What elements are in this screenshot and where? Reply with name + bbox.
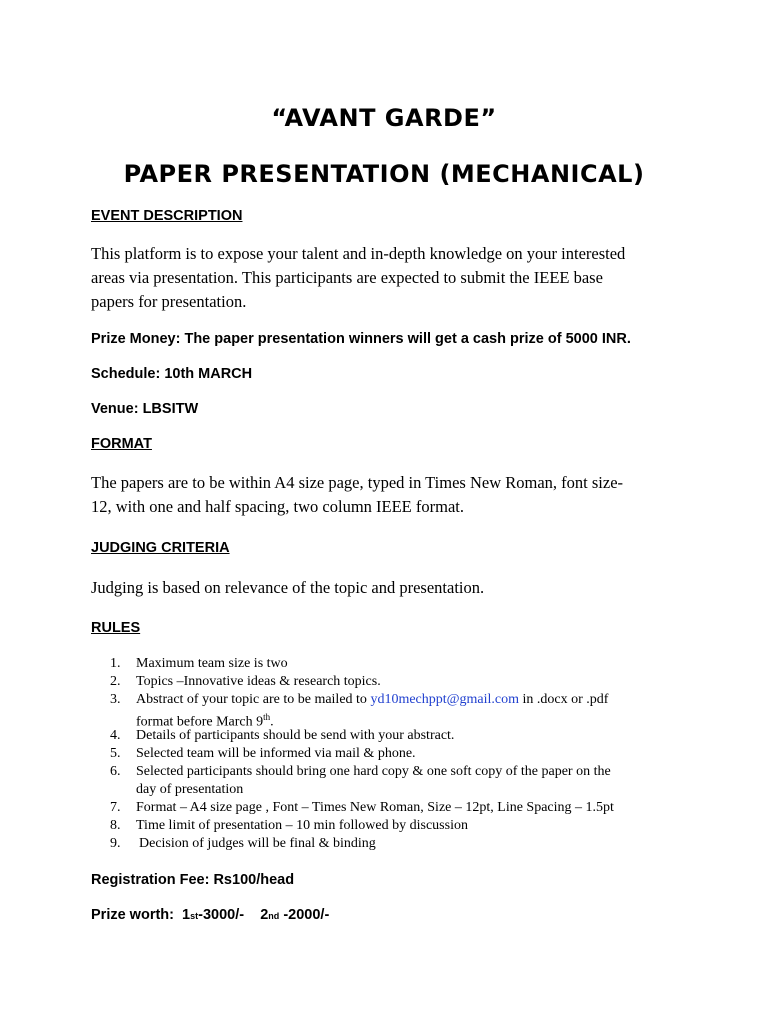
venue: Venue: LBSITW bbox=[91, 401, 199, 417]
second-prize-amount: -2000/- bbox=[283, 907, 330, 923]
rule-number: 1. bbox=[110, 656, 121, 671]
rule-text-part: Abstract of your topic are to be mailed to bbox=[136, 692, 371, 707]
rule-text-part: in .docx or .pdf bbox=[519, 692, 609, 707]
event-title: “AVANT GARDE” bbox=[271, 104, 497, 132]
rule-number: 2. bbox=[110, 674, 121, 689]
format-line-1: The papers are to be within A4 size page, typed in Times New Roman, font size- bbox=[91, 473, 624, 492]
judging-text: Judging is based on relevance of the topic and presentation. bbox=[91, 578, 485, 597]
prize-worth-label: Prize worth: bbox=[91, 907, 174, 923]
rule-text: Time limit of presentation – 10 min followed by discussion bbox=[136, 818, 468, 833]
event-description-line-2: areas via presentation. This participants are expected to submit the IEEE base bbox=[91, 268, 603, 287]
rule-number: 8. bbox=[110, 818, 121, 833]
rule-text-part: day of presentation bbox=[136, 781, 244, 797]
format-heading: FORMAT bbox=[91, 436, 152, 452]
event-description-heading: EVENT DESCRIPTION bbox=[91, 208, 243, 224]
first-prize-rank: 1 bbox=[182, 907, 191, 923]
event-description-line-1: This platform is to expose your talent and in-depth knowledge on your interested bbox=[91, 244, 626, 263]
rule-number: 6. bbox=[110, 764, 121, 779]
rule-number: 9. bbox=[110, 836, 121, 851]
rule-text: Selected team will be informed via mail & phone. bbox=[136, 746, 416, 761]
rule-text: Format – A4 size page , Font – Times New Roman, Size – 12pt, Line Spacing – 1.5pt bbox=[136, 800, 614, 815]
rule-text: Details of participants should be send with your abstract. bbox=[136, 728, 455, 743]
rule-number: 7. bbox=[110, 800, 121, 815]
rule-text-part: Selected participants should bring one hard copy & one soft copy of the paper on the bbox=[136, 764, 611, 779]
rule-text: Decision of judges will be final & binding bbox=[139, 836, 376, 851]
rules-heading: RULES bbox=[91, 620, 141, 636]
email-link[interactable]: yd10mechppt@gmail.com bbox=[370, 692, 520, 707]
first-prize-amount: -3000/- bbox=[198, 907, 245, 923]
first-prize-suffix: st bbox=[190, 911, 199, 921]
judging-heading: JUDGING CRITERIA bbox=[91, 540, 230, 556]
rule-text: Topics –Innovative ideas & research topics. bbox=[136, 674, 381, 689]
second-prize-suffix: nd bbox=[268, 911, 280, 921]
rule-number: 3. bbox=[110, 692, 121, 707]
prize-worth bbox=[91, 907, 329, 923]
schedule: Schedule: 10th MARCH bbox=[91, 366, 253, 382]
rule-text-part: format before March 9 bbox=[136, 714, 264, 730]
rule-number: 4. bbox=[110, 728, 121, 743]
prize-money: Prize Money: The paper presentation winners will get a cash prize of 5000 INR. bbox=[91, 331, 631, 347]
registration-fee: Registration Fee: Rs100/head bbox=[91, 872, 295, 888]
rule-number: 5. bbox=[110, 746, 121, 761]
rule-text-part: . bbox=[270, 714, 274, 730]
event-description-line-3: papers for presentation. bbox=[91, 292, 247, 311]
superscript: th bbox=[263, 711, 271, 722]
format-line-2: 12, with one and half spacing, two column IEEE format. bbox=[91, 497, 464, 516]
event-subtitle: PAPER PRESENTATION (MECHANICAL) bbox=[123, 160, 645, 188]
rule-text: Maximum team size is two bbox=[136, 656, 288, 671]
rule-text bbox=[136, 763, 676, 798]
second-prize-rank: 2 bbox=[260, 907, 269, 923]
rule-text bbox=[136, 691, 676, 731]
